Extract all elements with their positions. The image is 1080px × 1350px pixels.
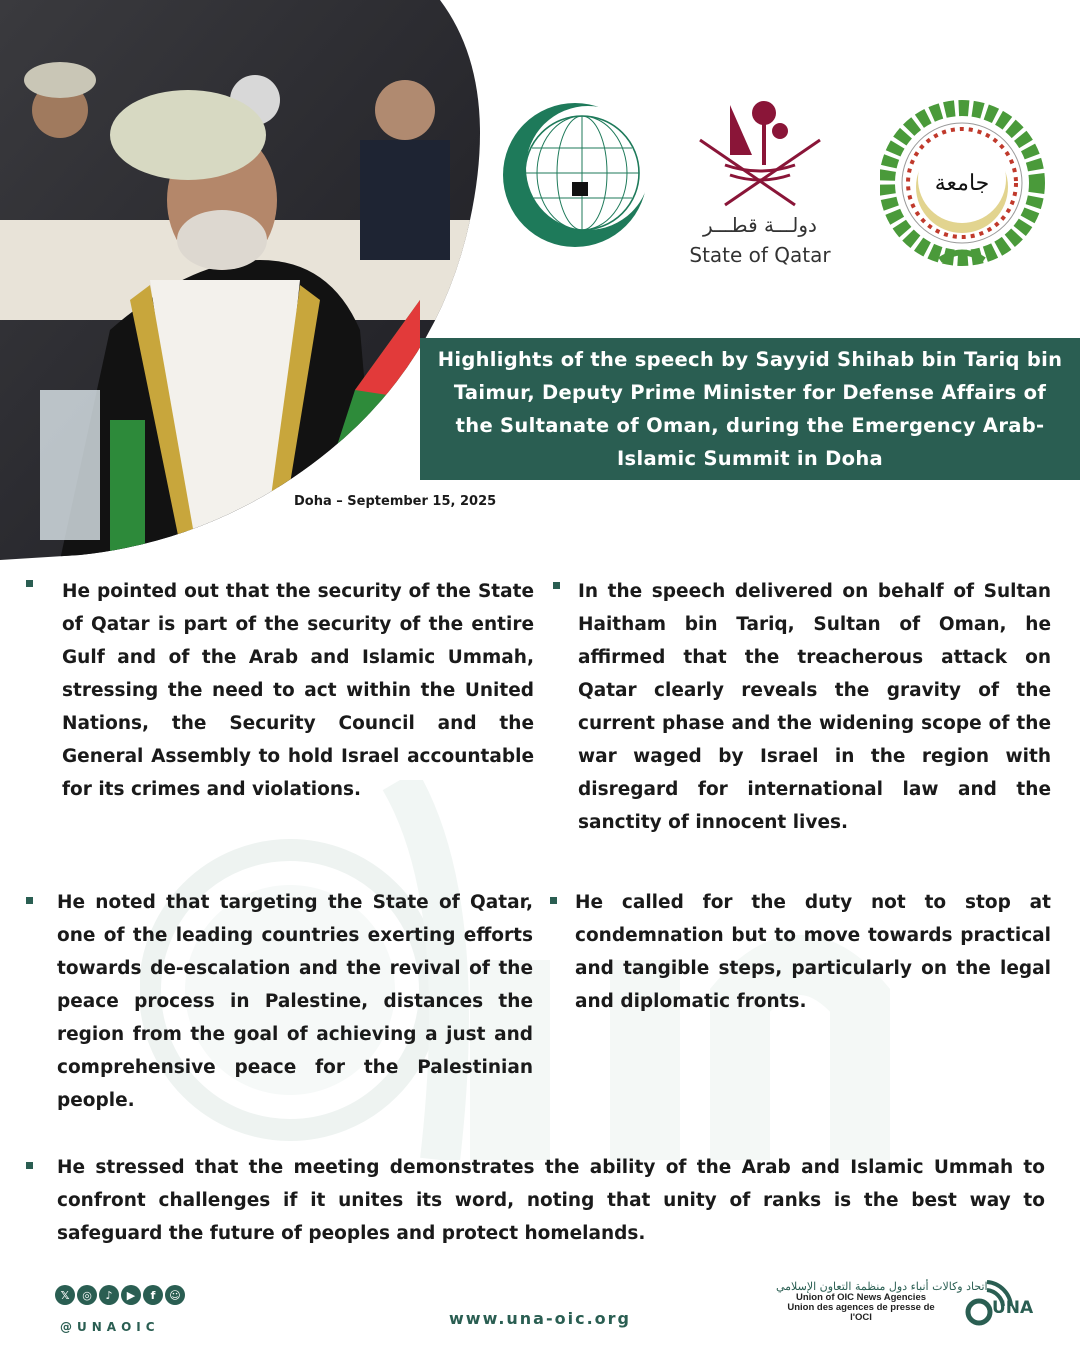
una-logo xyxy=(965,1278,1040,1328)
speaker-photo xyxy=(0,0,480,560)
org-name-english: Union of OIC News Agencies xyxy=(795,1292,927,1303)
snapchat-icon[interactable]: ☺ xyxy=(165,1285,185,1305)
website-link[interactable]: www.una-oic.org xyxy=(449,1309,631,1328)
bullet-icon xyxy=(550,897,557,904)
bullet-icon xyxy=(26,1162,33,1169)
arab-league-logo xyxy=(880,95,1045,275)
una-logo-text: UNA xyxy=(992,1298,1034,1318)
highlight-text: In the speech delivered on behalf of Sultan Haitham bin Tariq, Sultan of Oman, he affirmed that the treacherous attack on Qatar clearly reveals the gravity of the current phase and the widening scope of the war waged by Israel in the region with disregard for international law and the sanctity of innocent lives. xyxy=(578,581,1051,833)
bullet-icon xyxy=(553,582,560,589)
partner-logos xyxy=(495,95,1065,275)
bullet-icon xyxy=(26,580,33,587)
qatar-logo xyxy=(680,95,840,270)
qatar-emblem-icon xyxy=(680,95,840,210)
social-handle[interactable]: @UNAOIC xyxy=(60,1320,160,1334)
highlight-item xyxy=(62,575,534,806)
highlight-item xyxy=(57,886,533,1117)
highlight-item xyxy=(575,886,1051,1018)
highlight-item xyxy=(578,575,1051,839)
org-name-arabic: اتحاد وكالات أنباء دول منظمة التعاون الإسلامي xyxy=(776,1280,988,1293)
qatar-arabic-name: دولـــة قطـــر xyxy=(703,213,817,237)
social-links xyxy=(55,1285,185,1305)
youtube-icon[interactable]: ▶ xyxy=(121,1285,141,1305)
qatar-english-name: State of Qatar xyxy=(689,243,831,267)
highlight-text: He pointed out that the security of the State of Qatar is part of the security of the entire Gulf and of the Arab and Islamic Ummah, stressing the need to act within the United Nations, the Security Council and the General Assembly to hold Israel accountable for its crimes and violations. xyxy=(62,581,534,800)
org-name-french: Union des agences de presse de l'OCI xyxy=(787,1302,935,1323)
highlight-item xyxy=(57,1151,1045,1250)
headline-banner xyxy=(420,338,1080,480)
headline-text: Highlights of the speech by Sayyid Shihab bin Tariq bin Taimur, Deputy Prime Minister for Defense Affairs of the Sultanate of Oman, during the Emergency Arab-Islamic Summit in Doha xyxy=(437,348,1063,470)
highlight-text: He noted that targeting the State of Qatar, one of the leading countries exerting efforts towards de-escalation and the revival of the peace process in Palestine, distances the region from the goal of achieving a just and comprehensive peace for the Palestinian people. xyxy=(57,892,533,1111)
dateline: Doha – September 15, 2025 xyxy=(294,494,497,509)
instagram-icon[interactable]: ◎ xyxy=(77,1285,97,1305)
highlight-text: He called for the duty not to stop at condemnation but to move towards practical and tangible steps, particularly on the legal and diplomatic fronts. xyxy=(575,892,1051,1012)
una-org-name xyxy=(776,1280,988,1323)
oic-logo xyxy=(500,100,650,250)
svg-text:جامعة: جامعة xyxy=(934,171,990,196)
bullet-icon xyxy=(26,897,33,904)
highlight-text: He stressed that the meeting demonstrates the ability of the Arab and Islamic Ummah to confront challenges if it unites its word, noting that unity of ranks is the best way to safeguard the future of peoples and protect homelands. xyxy=(57,1157,1045,1244)
x-icon[interactable]: 𝕏 xyxy=(55,1285,75,1305)
facebook-icon[interactable]: f xyxy=(143,1285,163,1305)
tiktok-icon[interactable]: ♪ xyxy=(99,1285,119,1305)
